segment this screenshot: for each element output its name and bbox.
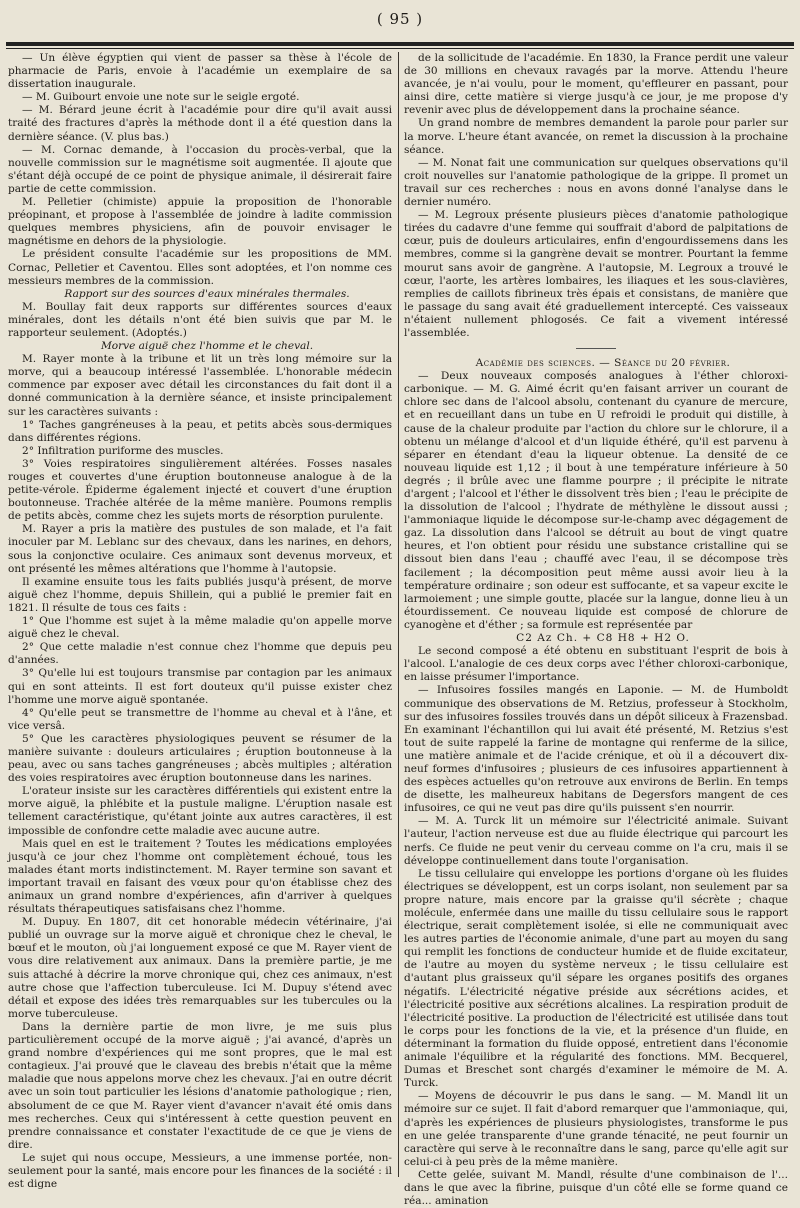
paragraph: — M. A. Turck lit un mémoire sur l'électricité animale. Suivant l'auteur, l'action nerveuse est due au fluide électrique qui parcourt les nerfs. Ce fluide ne peut venir du cerveau comme on l'a cru, mais il se développe continuellement dans toute l'organisation. <box>404 815 788 867</box>
paragraph: 2° Infiltration puriforme des muscles. <box>22 444 224 457</box>
paragraph: de la sollicitude de l'académie. En 1830, la France perdit une valeur de 30 millions en chevaux ravagés par la morve. Attendu l'heure avancée, je n'ai voulu, pour le moment, qu'effleurer en passant, pour ainsi dire, cette matière si vierge jusqu'à ce jour, je me propose d'y revenir avec plus de développement dans la prochaine séance. <box>404 52 788 117</box>
paragraph: — Infusoires fossiles mangés en Laponie. — M. de Humboldt communique des observations de M. Retzius, professeur à Stockholm, sur des infusoires fossiles trouvés dans un dépôt siliceux à Frazensbad. En examinant l'échantillon qui lui avait été présenté, M. Retzius s'est tout de suite rappelé la farine de montagne qui renferme de la silice, une matière animale et de l'acide crénique, et où il a découvert dix-neuf formes d'infusoires ; plusieurs de ces infusoires appartiennent à des espèces actuelles qu'on retrouve aux environs de Berlin. En temps de disette, les malheureux habitans de Degersfors mangent de ces infusoires, ce qui ne veut pas dire qu'ils puissent s'en nourrir. <box>404 684 788 815</box>
paragraph: — M. Cornac demande, à l'occasion du procès-verbal, que la nouvelle commission sur le magnétisme soit augmentée. Il ajoute que s'étant déjà occupé de ce point de physique animale, il désirerait faire partie de cette commission. <box>8 143 392 195</box>
paragraph: — M. Legroux présente plusieurs pièces d'anatomie pathologique tirées du cadavre d'une femme qui souffrait d'abord de palpitations de cœur, puis de douleurs articulaires, enfin d'engourdissemens dans les membres, comme si la gangrène devait se montrer. Pourtant la femme mourut sans avoir de gangrène. A l'autopsie, M. Legroux a trouvé le cœur, l'aorte, les artères lombaires, les iliaques et les sous-clavières, remplies de caillots fibrineux très épais et consistans, de manière que le passage du sang avait été graduellement intercepté. Ces vaisseaux n'étaient nullement phlogosés. Ce fait a vivement intéressé l'assemblée. <box>404 209 788 339</box>
right-column <box>404 52 788 1208</box>
paragraph: M. Boullay fait deux rapports sur différentes sources d'eaux minérales, dont les détails n'ont été bien suivis que par M. le rapporteur seulement. (Adoptés.) <box>8 300 392 339</box>
paragraph: Le président consulte l'académie sur les propositions de MM. Cornac, Pelletier et Caventou. Elles sont adoptées, et l'on nomme ces messieurs membres de la commission. <box>8 248 392 287</box>
paragraph: 2° Que cette maladie n'est connue chez l'homme que depuis peu d'années. <box>8 641 392 667</box>
paragraph: Un grand nombre de membres demandent la parole pour parler sur la morve. L'heure étant avancée, on remet la discussion à la prochaine séance. <box>404 117 788 156</box>
paragraph: — M. Guibourt envoie une note sur le seigle ergoté. <box>22 91 300 104</box>
page-number: ( 95 ) <box>376 10 424 28</box>
paragraph: — M. Nonat fait une communication sur quelques observations qu'il croit nouvelles sur l'anatomie pathologique de la grippe. Il promet un travail sur ces recherches : nous en avons donné l'analyse dans le dernier numéro. <box>404 156 788 209</box>
paragraph: Cette gelée, suivant M. Mandl, résulte d'une combinaison de l'... dans le que avec la fibrine, puisque d'un côté elle se forme quand ce réa... amination <box>404 1168 788 1208</box>
section-heading: Rapport sur des sources d'eaux minérales thermales. <box>64 287 350 300</box>
paragraph: Dans la dernière partie de mon livre, je me suis plus particulièrement occupé de la morve aiguë ; j'ai avancé, d'après un grand nombre d'expériences qui me sont propres, que le mal est contagieux. J'ai prouvé que le claveau des brebis n'était que la même maladie que nous appelons morve chez les chevaux. J'ai en outre décrit avec un soin tout particulier les lésions d'anatomie pathologique ; rien, absolument de ce que M. Rayer vient d'avancer n'avait été omis dans mes recherches. Ceux qui s'intéressent à cette question peuvent en prendre connaissance et constater l'exactitude de ce que je viens de dire. <box>8 1020 392 1151</box>
paragraph: 4° Qu'elle peut se transmettre de l'homme au cheval et à l'âne, et vice versâ. <box>8 706 392 732</box>
paragraph: 1° Que l'homme est sujet à la même maladie qu'on appelle morve aiguë chez le cheval. <box>8 615 392 641</box>
column-divider <box>398 52 399 1177</box>
paragraph: 5° Que les caractères physiologiques peuvent se résumer de la manière suivante : douleurs articulaires ; éruption boutonneuse à la peau, avec ou sans taches gangréneuses ; abcès multiples ; altération des voies respiratoires avec éruption boutonneuse dans les narines. <box>8 732 392 785</box>
paragraph: Mais quel en est le traitement ? Toutes les médications employées jusqu'à ce jour chez l'homme ont complètement échoué, tous les malades étant morts indistinctement. M. Rayer termine son savant et important travail en faisant des vœux pour qu'on établisse chez des animaux un grand nombre d'expériences, afin d'arriver à quelques résultats thérapeutiques satisfaisans chez l'homme. <box>8 837 392 916</box>
paragraph: M. Pelletier (chimiste) appuie la proposition de l'honorable préopinant, et propose à l'assemblée de joindre à ladite commission quelques membres physiciens, afin de pouvoir envisager le magnétisme en dehors de la physiologie. <box>8 196 392 248</box>
header-rule-thin <box>6 48 794 49</box>
paragraph: — M. Bérard jeune écrit à l'académie pour dire qu'il avait aussi traité des fractures d'après la méthode dont il a été question dans la dernière séance. (V. plus bas.) <box>8 104 392 143</box>
paragraph: Le sujet qui nous occupe, Messieurs, a une immense portée, non-seulement pour la santé, mais encore pour les finances de la société : il est digne <box>8 1151 392 1191</box>
paragraph: L'orateur insiste sur les caractères différentiels qui existent entre la morve aiguë, la phlébite et la pustule maligne. L'éruption nasale est tellement caractéristique, qu'étant jointe aux autres caractères, il est impossible de confondre cette maladie avec aucune autre. <box>8 785 392 837</box>
section-separator <box>576 348 616 349</box>
paragraph: M. Rayer monte à la tribune et lit un très long mémoire sur la morve, qui a beaucoup intéressé l'assemblée. L'honorable médecin commence par exposer avec détail les circonstances du fait dont il a donné communication à la dernière séance, et insiste principalement sur les caractères suivants : <box>8 353 392 418</box>
paragraph: — Un élève égyptien qui vient de passer sa thèse à l'école de pharmacie de Paris, envoie à l'académie un exemplaire de sa dissertation inaugurale. <box>8 52 392 91</box>
paragraph: — Deux nouveaux composés analogues à l'éther chloroxi-carbonique. — M. G. Aimé écrit qu'en faisant arriver un courant de chlore sec dans de l'alcool absolu, contenant du cyanure de mercure, et en recueillant dans un tube en U refroidi le produit qui distille, à cause de la chaleur produite par l'action du chlore sur le chlorure, il a obtenu un mélange d'alcool et d'un liquide éthéré, qu'il est parvenu à séparer en étendant d'eau la liqueur obtenue. La densité de ce nouveau liquide est 1,12 ; il bout à une température inférieure à 50 degrés ; il brûle avec une flamme pourpre ; il précipite le nitrate d'argent ; l'alcool et l'éther le dissolvent très bien ; l'eau le précipite de la dissolution de l'alcool ; l'hydrate de méthylène le dissout aussi ; l'ammoniaque liquide le décompose sur-le-champ avec dégagement de gaz. La dissolution dans l'alcool se détruit au bout de vingt quatre heures, et l'on obtient pour résidu une substance cristalline qui se dissout bien dans l'eau ; chauffé avec l'eau, il se décompose très facilement ; la décomposition peut même aussi avoir lieu à la température ordinaire ; son odeur est suffocante, et sa vapeur excite le larmoiement ; une simple goutte, placée sur la langue, donne lieu à un étourdissement. Ce nouveau liquide est composé de chlorure de cyanogène et d'éther ; sa formule est représentée par <box>404 370 788 631</box>
left-column <box>8 52 392 1191</box>
paragraph: M. Dupuy. En 1807, dit cet honorable médecin vétérinaire, j'ai publié un ouvrage sur la morve aiguë et chronique chez le cheval, le bœuf et le mouton, où j'ai longuement exposé ce que M. Rayer vient de vous dire relativement aux animaux. Dans la première partie, je me suis attaché à décrire la morve chronique qui, chez ces animaux, n'est autre chose que l'affection tuberculeuse. Ici M. Dupuy s'étend avec détail et expose des idées très remarquables sur les tubercules ou la morve tuberculeuse. <box>8 916 392 1020</box>
paragraph: 1° Taches gangréneuses à la peau, et petits abcès sous-dermiques dans différentes régions. <box>8 418 392 444</box>
paragraph: Le second composé a été obtenu en substituant l'esprit de bois à l'alcool. L'analogie de ces deux corps avec l'éther chloroxi-carbonique, en laisse présumer l'importance. <box>404 645 788 684</box>
paragraph: 3° Qu'elle lui est toujours transmise par contagion par les animaux qui en sont atteints. Il est fort douteux qu'il puisse exister chez l'homme une morve aiguë spontanée. <box>8 667 392 706</box>
paragraph: M. Rayer a pris la matière des pustules de son malade, et l'a fait inoculer par M. Leblanc sur des chevaux, dans les narines, en dehors, sous la conjonctive oculaire. Ces animaux sont devenus morveux, et ont présenté les mêmes altérations que l'homme à l'autopsie. <box>8 523 392 575</box>
paragraph: — Moyens de découvrir le pus dans le sang. — M. Mandl lit un mémoire sur ce sujet. Il fait d'abord remarquer que l'ammoniaque, qui, d'après les expériences de plusieurs physiologistes, transforme le pus en une gelée transparente d'une grande ténacité, ne peut fournir un caractère qui serve à le reconnaître dans le sang, parce qu'elle agit sur celui-ci à peu près de la même manière. <box>404 1090 788 1168</box>
paragraph: 3° Voies respiratoires singulièrement altérées. Fosses nasales rouges et couvertes d'une éruption boutonneuse analogue à de la petite-vérole. Épiderme également injecté et couvert d'une éruption boutonneuse. Trachée altérée de la même manière. Poumons remplis de petits abcès, comme chez les sujets morts de résorption purulente. <box>8 457 392 523</box>
paragraph: Il examine ensuite tous les faits publiés jusqu'à présent, de morve aiguë chez l'homme, depuis Shillein, qui a publié le premier fait en 1821. Il résulte de tous ces faits : <box>8 575 392 614</box>
section-heading: Morve aiguë chez l'homme et le cheval. <box>100 340 314 353</box>
chemical-formula: C2 Az Ch. + C8 H8 + H2 O. <box>516 632 690 645</box>
header-rule <box>6 42 794 46</box>
section-heading: Académie des sciences. — Séance du 20 février. <box>475 357 731 370</box>
paragraph: Le tissu cellulaire qui enveloppe les portions d'organe où les fluides électriques se développent, est un corps isolant, non seulement par sa propre nature, mais encore par la graisse qu'il sécrète ; chaque molécule, enfermée dans une maille du tissu cellulaire sous le rapport électrique, serait complètement isolée, si elle ne communiquait avec les autres parties de l'économie animale, d'une part au moyen du sang qui remplit les fonctions de conducteur humide et de fluide excitateur, de l'autre au moyen du système nerveux ; le tissu cellulaire est d'autant plus graisseux qu'il sépare les organes positifs des organes négatifs. L'électricité négative préside aux sécrétions acides, et l'électricité positive aux sécrétions alcalines. La respiration produit de l'électricité positive. La production de l'électricité est utilisée dans tout le corps pour les fonctions de la vie, et la présence d'un fluide, en déterminant la formation du fluide opposé, entretient dans l'économie animale l'équilibre et la régularité des fonctions. MM. Becquerel, Dumas et Breschet sont chargés d'examiner le mémoire de M. A. Turck. <box>404 867 788 1090</box>
